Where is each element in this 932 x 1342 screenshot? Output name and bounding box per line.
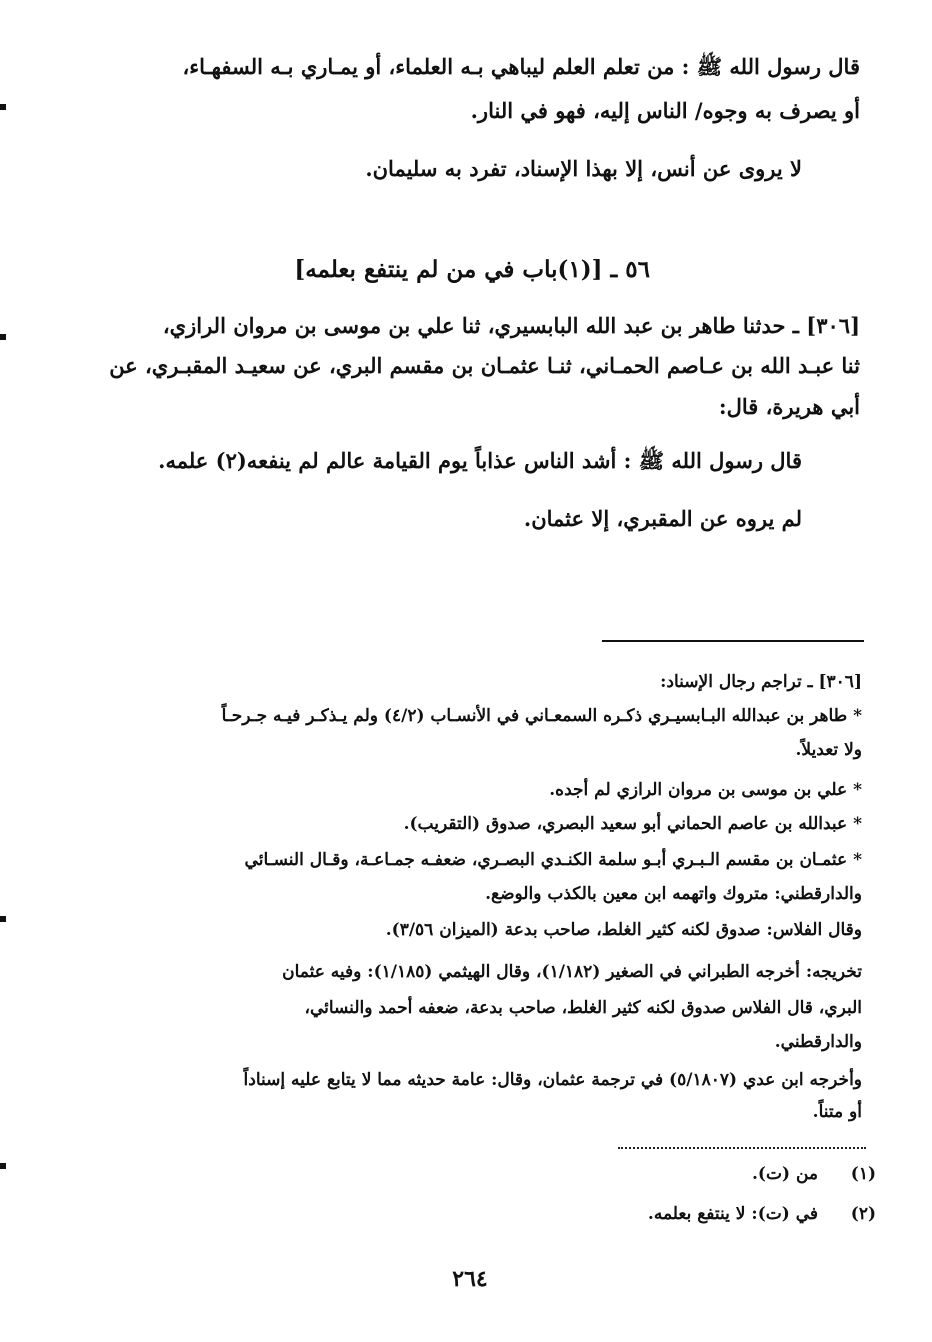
footnote-2-text: في (ت): لا ينتفع بعلمه. — [647, 1204, 818, 1224]
hadith2-line5: لم يروه عن المقبري، إلا عثمان. — [523, 506, 802, 531]
note-2: * علي بن موسى بن مروان الرازي لم أجده. — [549, 780, 862, 800]
adi-line1: وأخرجه ابن عدي (٥/١٨٠٧) في ترجمة عثمان، وقال: عامة حديثه مما لا يتابع عليه إسناداً — [243, 1070, 862, 1090]
takhrij-line2: البري، قال الفلاس صدوق لكنه كثير الغلط، صاحب بدعة، ضعفه أحمد والنسائي، — [304, 998, 862, 1018]
margin-mark — [0, 104, 6, 110]
footnote-1-text: من (ت). — [752, 1164, 818, 1184]
note-3: * عبدالله بن عاصم الحماني أبو سعيد البصري، صدوق (التقريب). — [403, 814, 862, 834]
hadith1-note: لا يروى عن أنس، إلا بهذا الإسناد، تفرد به سليمان. — [365, 156, 802, 181]
notes-separator — [602, 640, 864, 642]
footnote-1-number: (١) — [850, 1164, 876, 1184]
hadith2-line3: أبي هريرة، قال: — [718, 394, 860, 419]
hadith2-line1: [٣٠٦] ـ حدثنا طاهر بن عبد الله البابسيري، ثنا علي بن موسى بن مروان الرازي، — [162, 313, 860, 338]
hadith2-line2: ثنا عبـد الله بن عـاصم الحمـاني، ثنـا عثمـان بن مقسم البري، عن سعيـد المقبـري، عن — [109, 353, 860, 378]
note-1-line1: * طاهر بن عبدالله البـابسيـري ذكـره السمعـاني في الأنسـاب (٤/٢) ولم يـذكـر فيـه جـرحـاً — [221, 706, 862, 726]
margin-mark — [0, 1163, 6, 1169]
note-4-line3: وقال الفلاس: صدوق لكنه كثير الغلط، صاحب بدعة (الميزان ٣/٥٦). — [385, 920, 862, 940]
takhrij-line1: تخريجه: أخرجه الطبراني في الصغير (١/١٨٢)، وقال الهيثمي (١/١٨٥): وفيه عثمان — [282, 962, 862, 982]
note-4-line2: والدارقطني: متروك واتهمه ابن معين بالكذب والوضع. — [485, 884, 862, 904]
takhrij-line3: والدارقطني. — [774, 1032, 862, 1052]
hadith1-line2: أو يصرف به وجوه/ الناس إليه، فهو في النار. — [470, 98, 860, 123]
adi-line2: أو متناً. — [812, 1102, 862, 1122]
notes-heading: [٣٠٦] ـ تراجم رجال الإسناد: — [660, 672, 862, 692]
footnotes-separator — [618, 1147, 866, 1149]
hadith2-line4: قال رسول الله ﷺ : أشد الناس عذاباً يوم القيامة عالم لم ينفعه(٢) علمه. — [158, 448, 802, 473]
page-number: ٢٦٤ — [452, 1266, 488, 1292]
note-4-line1: * عثمـان بن مقسم الـبـري أبـو سلمة الكنـدي البصـري، ضعفـه جمـاعـة، وقـال النسـائي — [244, 850, 862, 870]
note-1-line2: ولا تعديلاً. — [795, 740, 862, 760]
footnote-2-number: (٢) — [850, 1204, 876, 1224]
chapter-title: ٥٦ ـ [(١)باب في من لم ينتفع بعلمه] — [294, 256, 650, 283]
margin-mark — [0, 334, 6, 340]
margin-mark — [0, 916, 6, 922]
hadith1-line1: قال رسول الله ﷺ : من تعلم العلم ليباهي بـه العلماء، أو يمـاري بـه السفهـاء، — [182, 54, 860, 79]
